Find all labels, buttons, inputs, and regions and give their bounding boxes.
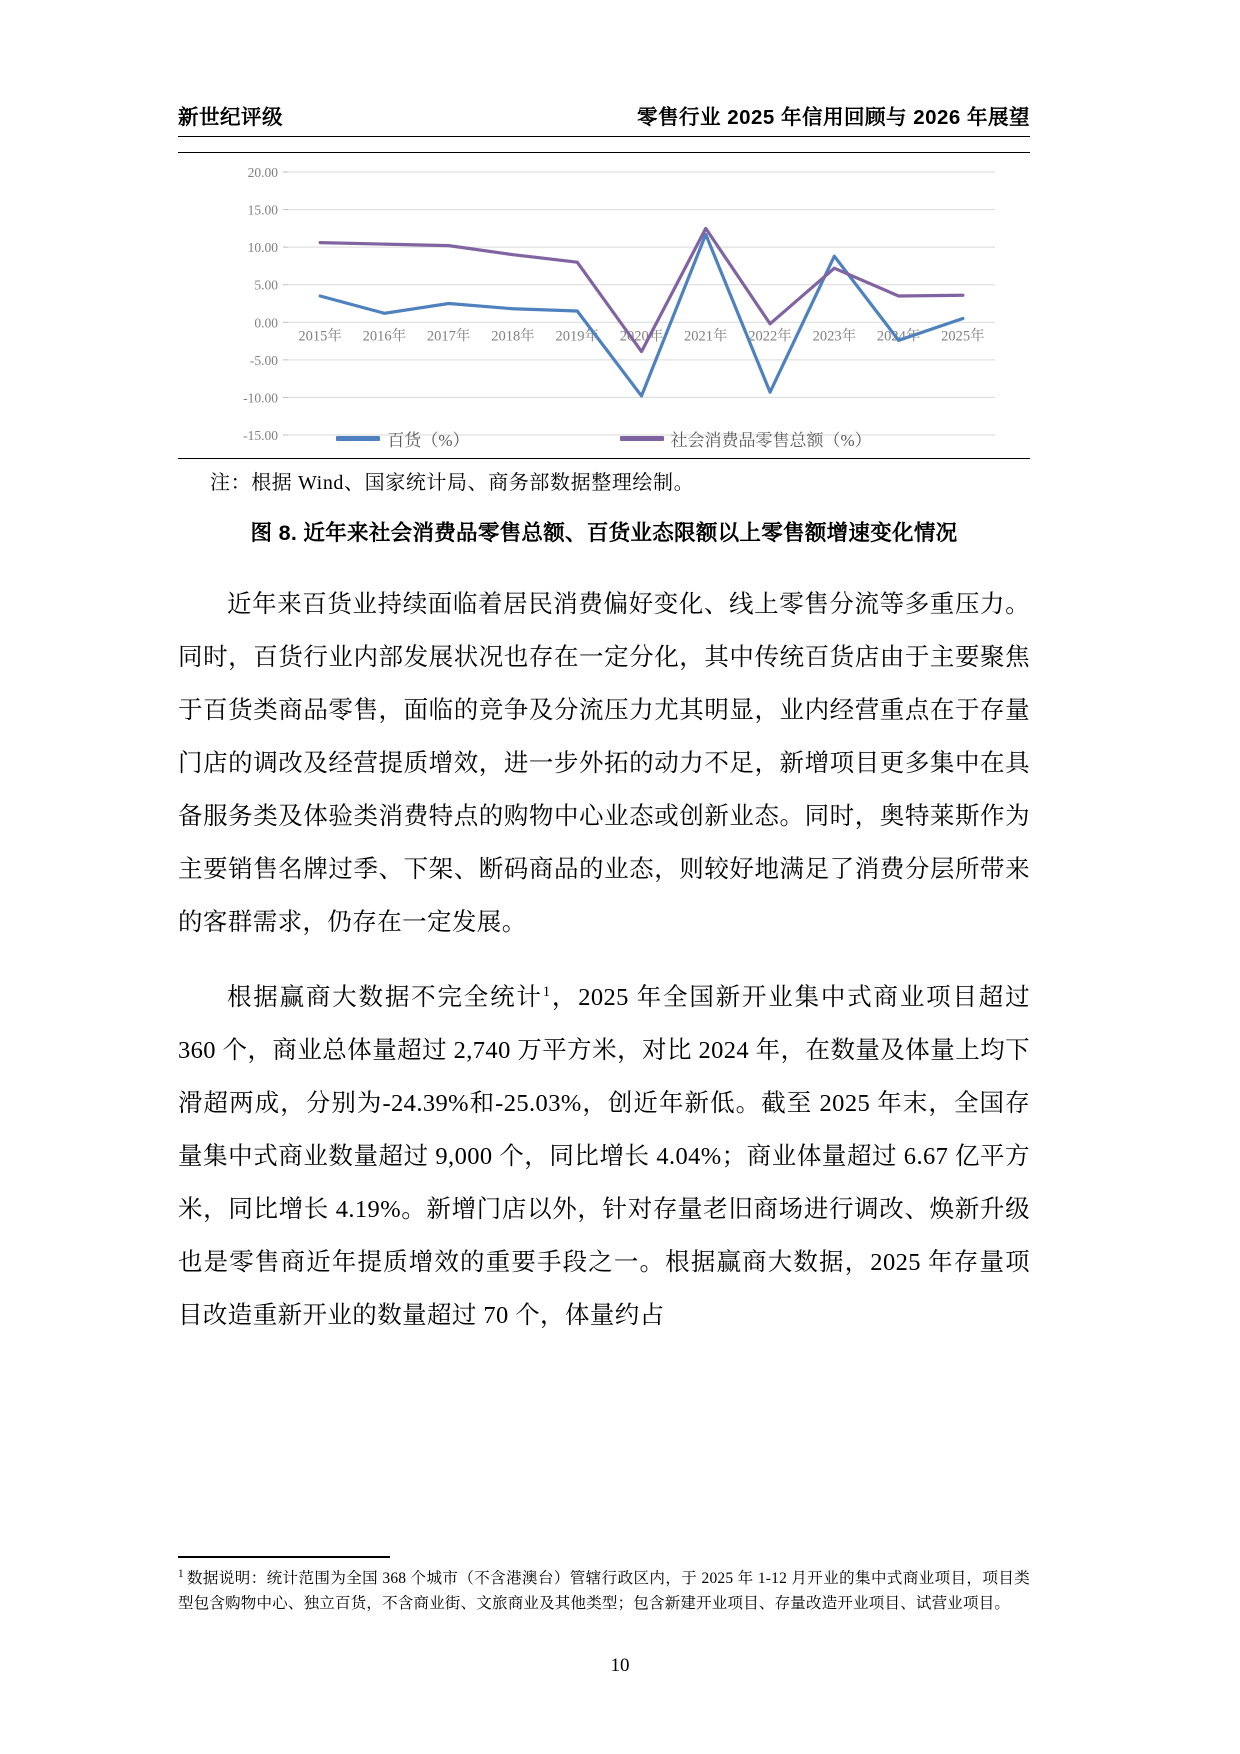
figure-caption: 图 8. 近年来社会消费品零售总额、百货业态限额以上零售额增速变化情况 bbox=[250, 521, 958, 545]
svg-text:15.00: 15.00 bbox=[247, 202, 278, 218]
paragraph-1: 近年来百货业持续面临着居民消费偏好变化、线上零售分流等多重压力。同时，百货行业内部发展状况也存在一定分化，其中传统百货店由于主要聚焦于百货类商品零售，面临的竞争及分流压力尤其明显，业内经营重点在于存量门店的调改及经营提质增效，进一步外拓的动力不足，新增项目更多集中在具备服务类及体验类消费特点的购物中心业态或创新业态。同时，奥特莱斯作为主要销售名牌过季、下架、断码商品的业态，则较好地满足了消费分层所带来的客群需求，仍存在一定发展。 bbox=[178, 591, 1030, 936]
body-content bbox=[178, 578, 1030, 1364]
header-divider bbox=[178, 136, 1030, 137]
legend-item-total-retail bbox=[620, 426, 872, 451]
paragraph-2-part2: ，2025 年全国新开业集中式商业项目超过 360 个，商业总体量超过 2,740 万平方米，对比 2024 年，在数量及体量上均下滑超两成，分别为-24.39%和-25.03%，创近年新低。截至 2025 年末，全国存量集中式商业数量超过 9,000 个，同比增长 4.04%；商业体量超过 6.67 亿平方米，同比增长 4.19%。新增门店以外，针对存量老旧商场进行调改、焕新升级也是零售商近年提质增效的重要手段之一。根据赢商大数据，2025 年存量项目改造重新开业的数量超过 70 个，体量约占 bbox=[178, 984, 1030, 1329]
legend-swatch-total-retail bbox=[620, 436, 664, 441]
legend-label-department-store: 百货（%） bbox=[387, 430, 470, 450]
svg-text:0.00: 0.00 bbox=[254, 315, 278, 331]
legend-swatch-department-store bbox=[336, 436, 380, 441]
svg-text:20.00: 20.00 bbox=[247, 165, 278, 180]
header-report-title: 零售行业 2025 年信用回顾与 2026 年展望 bbox=[637, 106, 1030, 129]
svg-text:2024年: 2024年 bbox=[876, 328, 921, 345]
chart-source-note: 注：根据 Wind、国家统计局、商务部数据整理绘制。 bbox=[210, 472, 695, 494]
legend-label-total-retail: 社会消费品零售总额（%） bbox=[670, 430, 872, 450]
svg-text:-5.00: -5.00 bbox=[249, 352, 278, 368]
page-header bbox=[178, 100, 1030, 130]
figure-8-chart bbox=[178, 152, 1030, 457]
svg-text:10.00: 10.00 bbox=[247, 240, 278, 256]
footnote-marker-inline[interactable]: 1 bbox=[542, 983, 551, 1000]
svg-text:2025年: 2025年 bbox=[941, 328, 985, 345]
chart-legend bbox=[178, 418, 1030, 458]
svg-text:2018年: 2018年 bbox=[491, 328, 535, 345]
footnote-divider bbox=[178, 1556, 390, 1558]
svg-text:5.00: 5.00 bbox=[254, 277, 278, 293]
header-org-name: 新世纪评级 bbox=[178, 106, 283, 129]
svg-text:2020年: 2020年 bbox=[619, 328, 664, 345]
paragraph-2-part1: 根据赢商大数据不完全统计 bbox=[227, 984, 543, 1011]
chart-plot-area bbox=[178, 154, 1030, 457]
svg-text:2017年: 2017年 bbox=[426, 328, 471, 345]
footnote-number: 1 bbox=[178, 1567, 184, 1580]
svg-text:2015年: 2015年 bbox=[298, 328, 342, 345]
svg-text:-10.00: -10.00 bbox=[243, 390, 278, 406]
svg-text:2022年: 2022年 bbox=[748, 328, 792, 345]
svg-text:-15.00: -15.00 bbox=[243, 428, 278, 443]
svg-text:2019年: 2019年 bbox=[555, 328, 599, 345]
svg-text:2016年: 2016年 bbox=[362, 328, 407, 345]
paragraph-2 bbox=[178, 971, 1030, 1342]
page-number: 10 bbox=[610, 1655, 630, 1676]
legend-item-department-store bbox=[336, 426, 469, 451]
svg-text:2023年: 2023年 bbox=[812, 328, 857, 345]
footnote-block bbox=[178, 1566, 1030, 1616]
footnote-text: 数据说明：统计范围为全国 368 个城市（不含港澳台）管辖行政区内，于 2025 年 1-12 月开业的集中式商业项目，项目类型包含购物中心、独立百货，不含商业街、文旅商业及其他类型；包含新建开业项目、存量改造开业项目、试营业项目。 bbox=[178, 1570, 1030, 1612]
svg-text:2021年: 2021年 bbox=[684, 328, 728, 345]
chart-top-border bbox=[178, 152, 1030, 153]
line-chart-svg bbox=[178, 154, 1030, 457]
chart-bottom-border bbox=[178, 458, 1030, 459]
